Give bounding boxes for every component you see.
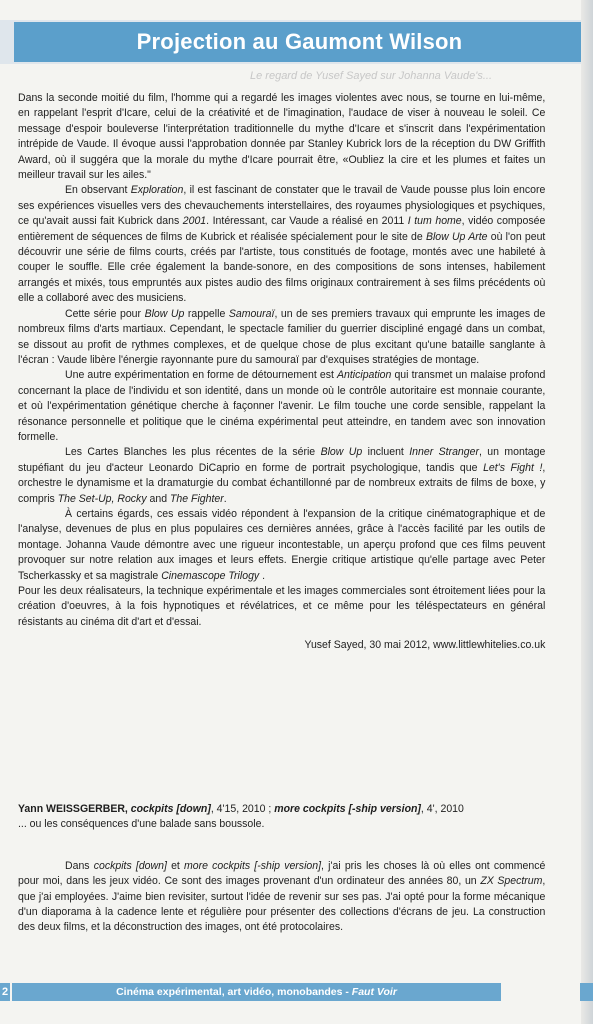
text-run: and	[146, 492, 170, 505]
footer-text-main: Cinéma expérimental, art vidéo, monobandes -	[116, 986, 352, 998]
text-run: cockpits [down]	[130, 803, 211, 815]
text-run: Blow Up	[320, 446, 363, 459]
text-run: Blow Up Arte	[425, 230, 488, 243]
text-run: , 4'15, 2010 ;	[210, 803, 275, 815]
text-run: incluent	[362, 446, 410, 459]
text-run: I tum home	[407, 215, 462, 228]
text-run: Samouraï	[228, 307, 275, 320]
text-run: qui transmet un malaise profond concernant la place de l'individu et son identité, dans un monde où le contrôle autoritaire est monnaie courante, et où l'expérimentation génétique cherche à façonner l'avenir. Le film touche une corde sensible, rappelant la résonance personnelle et politique que le cinéma expérimental peut atteindre, en tandem avec son innovation formelle.	[18, 369, 546, 443]
text-run: more cockpits [-ship version]	[184, 859, 322, 872]
text-run: À certains égards, ces essais vidéo répondent à l'expansion de la critique cinématographique et de l'analyse, devenues de plus en plus populaires ces dernières années, grâce à l'accès facilité par les outils de montage. Johanna Vaude démontre avec une rigueur incontestable, un aperçu profond que ces films peuvent provoquer sur notre relation aux images et leurs effets. Energie critique artistique qu'elle partage avec Peter Tscherkassky et sa magistrale	[18, 507, 546, 582]
text-run: , il est fascinant de constater que le travail de Vaude pousse plus loin encore ses expériences visuelles vers des chevauchements interstellaires, des royaumes physiologiques et psychiques, ce qu'avait aussi fait Kubrick dans	[18, 184, 546, 228]
text-run: Pour les deux réalisateurs, la technique expérimentale et les images commerciales sont étroitement liées pour la création d'oeuvres, à la fois hypnotiques et révélatrices, et ce même pour les téléspectateurs en général résistants au cinéma dit d'art et d'essai.	[18, 585, 546, 628]
text-run: 2001	[182, 215, 207, 228]
paragraph	[18, 445, 545, 507]
text-run: et	[166, 859, 185, 872]
text-run: Blow Up	[144, 307, 185, 320]
page-number: 2	[0, 983, 10, 1001]
text-run: , j'ai pris les choses là où elles ont commencé pour moi, dans les jeux vidéo. Ce sont des images provenant d'un ordinateur des années 80, un	[18, 859, 546, 888]
article-signature: Yusef Sayed, 30 mai 2012, www.littlewhitelies.co.uk	[304, 639, 546, 652]
paragraph	[18, 183, 545, 306]
text-run: rappelle	[184, 307, 229, 320]
page-title: Projection au Gaumont Wilson	[136, 29, 463, 54]
text-run: , vidéo composée entièrement de séquences de films de Kubrick et réalisée spécialement pour le site de	[18, 215, 546, 243]
footer-text-italic: Faut Voir	[351, 986, 397, 998]
second-subtitle: ... ou les conséquences d'une balade sans boussole.	[18, 818, 265, 831]
paragraph	[18, 584, 545, 630]
second-body	[18, 859, 545, 936]
text-run: cockpits [down]	[93, 859, 167, 872]
text-run: Cette série pour	[65, 307, 145, 320]
text-run: Les Cartes Blanches les plus récentes de la série	[65, 446, 321, 459]
text-run: The Fighter	[169, 492, 224, 505]
paragraph	[18, 368, 545, 445]
footer-bar	[12, 983, 501, 1001]
text-run: Dans la seconde moitié du film, l'homme qui a regardé les images violentes avec nous, se tourne en lui-même, en rappelant l'esprit d'Icare, celui de la créativité et de l'imagination, l'audace de viser à nouveau le soleil. Ce message d'espoir bouleverse l'interprétation traditionnelle du mythe d'Icare et s'inscrit dans l'expérimentation intrépide de Vaude. Il évoque aussi l'approbation donnée par Stanley Kubrick lors de la réception du DW Griffith Award, où il suggéra que la morale du mythe d'Icare pourrait être, «Oubliez la cire et les plumes et faites un meilleur travail sur les ailes."	[18, 92, 546, 182]
text-run: où l'on peut découvrir une série de films courts, créés par l'artiste, tous constitués de footage, montés avec une habileté à couper le souffle. Elle crée également la bande-sonore, en des compositions de sons intenses, habilement arrangés et mixés, tous empruntés aux pistes audio des films originaux contrairement à ses films précédents où elle a collaboré avec des musiciens.	[18, 230, 546, 305]
text-run: .	[223, 492, 227, 505]
text-run: , 4', 2010	[420, 803, 464, 815]
text-run: Cinemascope Trilogy	[161, 569, 260, 582]
text-run: , un montage stupéfiant du jeu d'acteur Leonardo DiCaprio en forme de portrait psychologique, tandis que	[18, 446, 546, 474]
text-run: The Set-Up, Rocky	[57, 492, 147, 505]
article-body	[18, 91, 545, 654]
text-run: . Intéressant, car Vaude a réalisé en 2011	[206, 215, 408, 228]
text-run: Exploration	[130, 184, 184, 197]
footer-text	[116, 986, 397, 998]
text-run: , que j'ai employées. J'aime bien revisiter, surtout l'idée de revenir sur ses pas. J'ai opté pour la forme mécanique d'un diaporama à la cadence lente et régulière pour présenter des collections d'écrans de jeu. La construction des deux films, et la déconstruction des images, ont été protocolaires.	[18, 875, 546, 934]
paragraph	[18, 507, 545, 584]
text-run: , un de ses premiers travaux qui emprunte les images de nombreux films d'arts martiaux. Cependant, le spectacle familier du guerrier discipliné engagé dans un combat, se dissout au profit de rythmes complexes, et de quelque chose de plus excitant qu'une bataille sanglante à l'écran : Vaude libère l'énergie rayonnante pure du samouraï par d'exquises stratégies de montage.	[18, 307, 546, 366]
text-run: Let's Fight !	[483, 461, 543, 474]
text-run: ZX Spectrum	[480, 875, 543, 888]
edge-tab	[580, 983, 593, 1001]
second-article	[18, 802, 545, 936]
title-bar	[14, 22, 585, 62]
text-run: Inner Stranger	[409, 446, 479, 459]
text-run: , orchestre le dynamisme et la dramaturgie du combat échantillonné par de nombreux extraits de films de boxe, y compris	[18, 461, 546, 505]
second-heading	[18, 802, 545, 817]
paragraph	[18, 307, 545, 369]
text-run: Yann WEISSGERBER,	[18, 803, 131, 815]
page-edge	[581, 0, 593, 1024]
text-run: Une autre expérimentation en forme de détournement est	[65, 369, 337, 382]
paragraph	[18, 91, 545, 183]
text-run: Anticipation	[336, 369, 392, 382]
text-run: more cockpits [-ship version]	[274, 803, 421, 815]
bleed-through-text: Le regard de Yusef Sayed sur Johanna Vaude's...	[250, 70, 493, 82]
text-run: En observant	[65, 184, 131, 197]
text-run: Dans	[65, 859, 94, 872]
text-run: .	[259, 569, 266, 582]
